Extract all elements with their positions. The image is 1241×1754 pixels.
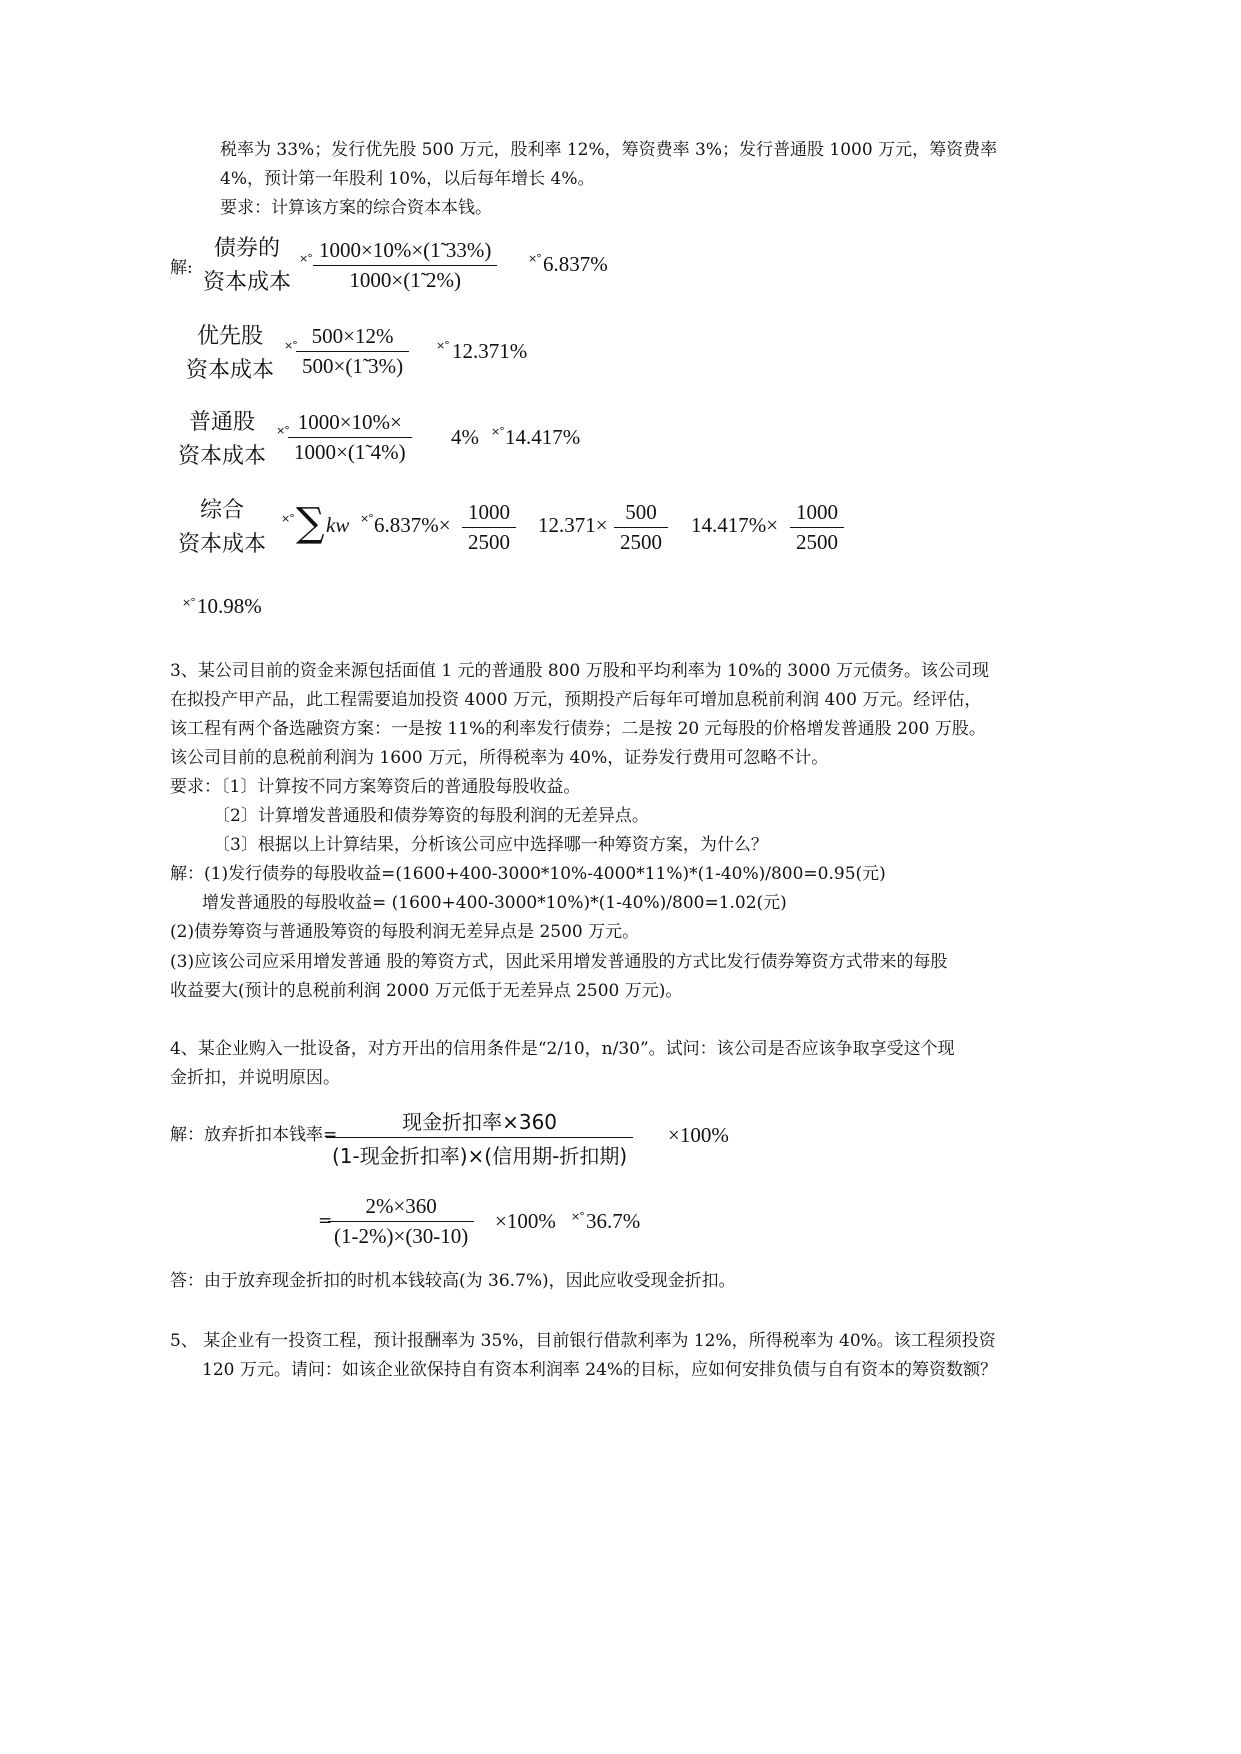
- preferred-cost-fraction: [296, 324, 409, 379]
- term-preferred: 12.371×: [538, 513, 608, 537]
- equals-glyph: ×°: [571, 1210, 584, 1223]
- q2-requirement: 要求：计算该方案的综合资本本钱。: [220, 198, 492, 218]
- weight-fraction-common: [790, 500, 844, 555]
- fraction-numerator: 现金折扣率×360: [326, 1106, 633, 1138]
- q4-line-1: 4、某企业购入一批设备，对方开出的信用条件是“2/10，n/30”。试问：该公司是否应该争取享受这个现: [170, 1039, 955, 1059]
- fraction-denominator: 1000×(1̃ 4%): [294, 440, 406, 464]
- q3-requirement-2: 〔2〕计算增发普通股和债券筹资的每股利润的无差异点。: [213, 806, 649, 826]
- growth-rate: 4%: [451, 425, 479, 449]
- discount-cost-formula: [326, 1106, 633, 1169]
- percent-multiplier: ×100%: [495, 1209, 556, 1233]
- equals-glyph: ×°: [360, 512, 373, 525]
- fraction-denominator: 2500: [468, 530, 510, 554]
- fraction-numerator: 500: [614, 500, 668, 528]
- q5-line-1: 5、 某企业有一投资工程，预计报酬率为 35%，目前银行借款利率为 12%，所得税率为 40%。该工程须投资: [170, 1331, 996, 1351]
- q2-line-2: 4%，预计第一年股利 10%，以后每年增长 4%。: [220, 169, 595, 189]
- fraction-denominator: (1-现金折扣率)×(信用期-折扣期): [332, 1144, 628, 1168]
- q3-answer-2: 增发普通股的每股收益= (1600+400-3000*10%)*(1-40%)/800=1.02(元): [202, 893, 787, 913]
- equals-glyph: ×°: [299, 252, 312, 265]
- fraction-denominator: 2500: [620, 530, 662, 554]
- sigma-symbol: ∑: [296, 500, 325, 546]
- fraction-numerator: 500×12%: [296, 324, 409, 352]
- weight-fraction-bond: [462, 500, 516, 555]
- weight-fraction-preferred: [614, 500, 668, 555]
- q3-requirement-1: 要求：〔1〕计算按不同方案筹资后的普通股每股收益。: [170, 777, 581, 797]
- equals-glyph: ×°: [528, 252, 541, 265]
- q4-line-2: 金折扣，并说明原因。: [170, 1068, 340, 1088]
- weighted-cost-label: 综合 资本成本: [178, 498, 267, 557]
- equals-glyph: ×°: [276, 424, 289, 437]
- q3-requirement-3: 〔3〕根据以上计算结果，分析该公司应中选择哪一种筹资方案，为什么？: [213, 835, 768, 855]
- fraction-numerator: 1000×10%×(1̃ 33%): [313, 238, 497, 266]
- equals-glyph: ×°: [491, 425, 504, 438]
- q3-line-1: 3、某公司目前的资金来源包括面值 1 元的普通股 800 万股和平均利率为 10%的 3000 万元债务。该公司现: [170, 661, 989, 681]
- fraction-denominator: 1000×(1̃ 2%): [349, 268, 461, 292]
- common-cost-fraction: [288, 410, 412, 465]
- q2-line-1: 税率为 33%；发行优先股 500 万元，股利率 12%，筹资费率 3%；发行普通股 1000 万元，筹资费率: [220, 140, 998, 160]
- equals-glyph: ×°: [281, 512, 294, 525]
- percent-multiplier: ×100%: [668, 1123, 729, 1147]
- q3-answer-4: (3)应该公司应采用增发普通 股的筹资方式，因此采用增发普通股的方式比发行债券筹资方式带来的每股: [170, 952, 948, 972]
- bond-cost-result: 6.837%: [543, 252, 608, 276]
- q3-line-4: 该公司目前的息税前利润为 1600 万元，所得税率为 40%，证券发行费用可忽略不计。: [170, 748, 829, 768]
- fraction-denominator: (1-2%)×(30-10): [334, 1224, 469, 1248]
- bond-cost-fraction: [313, 238, 497, 293]
- q3-line-2: 在拟投产甲产品，此工程需要追加投资 4000 万元，预期投产后每年可增加息税前利润 400 万元。经评估，: [170, 690, 982, 710]
- fraction-denominator: 500×(1̃ 3%): [302, 354, 404, 378]
- equals-glyph: ×°: [284, 339, 297, 352]
- q3-answer-1: 解：(1)发行债券的每股收益=(1600+400-3000*10%-4000*11%)*(1-40%)/800=0.95(元): [170, 864, 886, 884]
- kw-term: kw: [326, 513, 350, 537]
- weighted-cost-result: 10.98%: [197, 594, 262, 618]
- fraction-numerator: 1000×10%×: [288, 410, 412, 438]
- equals-glyph: ×°: [436, 339, 449, 352]
- discount-cost-result: 36.7%: [586, 1209, 641, 1233]
- fraction-numerator: 1000: [790, 500, 844, 528]
- preferred-cost-result: 12.371%: [452, 339, 528, 363]
- bond-cost-label: 债券的 资本成本: [203, 236, 292, 295]
- term-bond: 6.837%×: [374, 513, 451, 537]
- fraction-numerator: 2%×360: [328, 1194, 474, 1222]
- common-cost-result: 14.417%: [505, 425, 581, 449]
- discount-cost-calc: [328, 1194, 474, 1249]
- q4-solution-label: 解：放弃折扣本钱率=: [170, 1125, 338, 1145]
- q5-line-2: 120 万元。请问：如该企业欲保持自有资本利润率 24%的目标，应如何安排负债与自有资本的筹资数额？: [202, 1360, 998, 1380]
- preferred-cost-label: 优先股 资本成本: [186, 324, 275, 383]
- q3-line-3: 该工程有两个备选融资方案：一是按 11%的利率发行债券；二是按 20 元每股的价格增发普通股 200 万股。: [170, 719, 986, 739]
- q3-answer-3: (2)债券筹资与普通股筹资的每股利润无差异点是 2500 万元。: [170, 922, 640, 942]
- q3-answer-5: 收益要大(预计的息税前利润 2000 万元低于无差异点 2500 万元)。: [170, 981, 683, 1001]
- equals-glyph: ×°: [182, 596, 195, 609]
- term-common: 14.417%×: [691, 513, 779, 537]
- common-cost-label: 普通股 资本成本: [178, 410, 267, 469]
- equals-sign: =: [318, 1211, 333, 1231]
- fraction-numerator: 1000: [462, 500, 516, 528]
- q4-answer: 答：由于放弃现金折扣的时机本钱较高(为 36.7%)，因此应收受现金折扣。: [170, 1271, 736, 1291]
- solution-label: 解:: [170, 258, 193, 278]
- fraction-denominator: 2500: [796, 530, 838, 554]
